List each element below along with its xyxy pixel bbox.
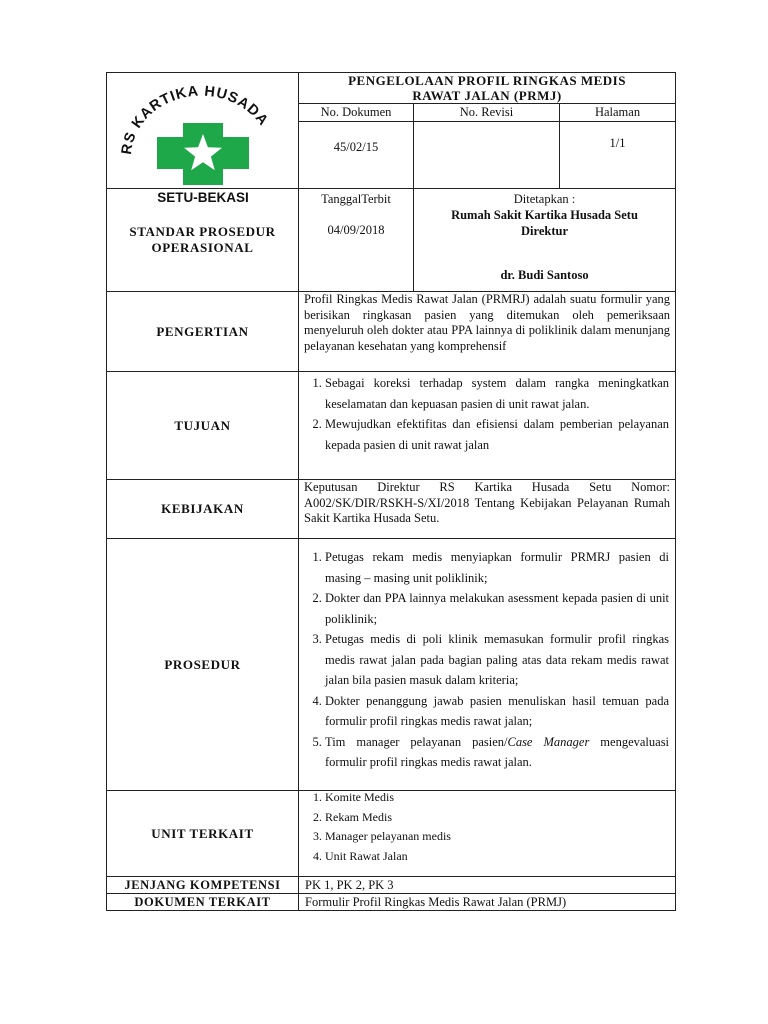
hospital-logo	[111, 81, 291, 211]
logo-arc-text: RS KARTIKA HUSADA	[118, 83, 272, 156]
prosedur-item	[325, 732, 669, 773]
prosedur-item5-post: mengevaluasi formulir profil ringkas medis rawat jalan.	[325, 734, 670, 769]
hospital-name: Rumah Sakit Kartika Husada Setu	[451, 208, 638, 222]
document-title-line2: RAWAT JALAN (PRMJ)	[412, 88, 562, 103]
unit-terkait-item: 3. Manager pelayanan medis	[325, 827, 675, 847]
rev-no-value	[414, 122, 560, 189]
pengertian-cell	[299, 292, 676, 372]
jenjang-value: PK 1, PK 2, PK 3	[299, 877, 676, 894]
unit-terkait-cell	[299, 791, 676, 877]
sop-label-line1: STANDAR PROSEDUR	[129, 224, 276, 239]
document-title	[299, 73, 676, 104]
sop-document-table	[106, 72, 676, 911]
document-title-line1: PENGELOLAAN PROFIL RINGKAS MEDIS	[348, 73, 626, 88]
rev-no-label: No. Revisi	[414, 104, 560, 122]
tujuan-label: TUJUAN	[107, 372, 299, 480]
doc-no-label: No. Dokumen	[299, 104, 414, 122]
unit-terkait-label: UNIT TERKAIT	[107, 791, 299, 877]
issued-date: 04/09/2018	[327, 223, 385, 237]
director-position: Direktur	[521, 224, 569, 238]
tujuan-cell	[299, 372, 676, 480]
pengertian-text: Profil Ringkas Medis Rawat Jalan (PRMRJ) adalah suatu formulir yang berisikan ringkasan pasien yang ditemukan oleh pemeriksaan menyeluruh oleh dokter atau PPA lainnya di poliklinik dalam menunjang pelayanan kesehatan yang komprehensif	[304, 292, 671, 353]
logo-location: SETU-BEKASI	[157, 190, 249, 205]
unit-terkait-item: 1. Komite Medis	[325, 788, 675, 808]
prosedur-item5-em: Case Manager	[507, 734, 590, 749]
prosedur-item: 1. Petugas rekam medis menyiapkan formulir PRMRJ pasien di masing – masing unit poliklinik;	[325, 547, 669, 588]
pengertian-label: PENGERTIAN	[107, 292, 299, 372]
tujuan-item: 1. Sebagai koreksi terhadap system dalam rangka meningkatkan keselamatan dan kepuasan pasien di unit rawat jalan.	[325, 373, 669, 414]
prosedur-item: 4. Dokter penanggung jawab pasien menuliskan hasil temuan pada formulir profil ringkas medis rawat jalan;	[325, 691, 669, 732]
ditetapkan-cell	[414, 189, 676, 292]
jenjang-label: JENJANG KOMPETENSI	[107, 877, 299, 894]
kebijakan-text: Keputusan Direktur RS Kartika Husada Setu Nomor: A002/SK/DIR/RSKH-S/XI/2018 Tentang Kebijakan Pelayanan Rumah Sakit Kartika Husada Setu.	[304, 480, 671, 525]
prosedur-item: 2. Dokter dan PPA lainnya melakukan asessment kepada pasien di unit poliklinik;	[325, 588, 669, 629]
prosedur-item: 3. Petugas medis di poli klinik memasukan formulir profil ringkas medis rawat jalan pada bagian paling atas data rekam medis rawat jalan bila pasien masuk dalam kriteria;	[325, 629, 669, 691]
issued-label: TanggalTerbit	[321, 192, 391, 206]
issued-cell	[299, 189, 414, 292]
page-label: Halaman	[560, 104, 676, 122]
page-value: 1/1	[560, 122, 676, 189]
ditetapkan-label: Ditetapkan :	[513, 192, 576, 206]
tujuan-item: 2. Mewujudkan efektifitas dan efisiensi dalam pemberian pelayanan kepada pasien di unit rawat jalan	[325, 414, 669, 455]
kebijakan-label: KEBIJAKAN	[107, 480, 299, 539]
dokumen-terkait-label: DOKUMEN TERKAIT	[107, 894, 299, 911]
director-name: dr. Budi Santoso	[500, 268, 589, 282]
sop-label-line2: OPERASIONAL	[151, 240, 254, 255]
unit-terkait-item: 2. Rekam Medis	[325, 808, 675, 828]
doc-no-value: 45/02/15	[299, 122, 414, 189]
logo-cell	[107, 73, 299, 205]
prosedur-label: PROSEDUR	[107, 539, 299, 791]
prosedur-cell	[299, 539, 676, 791]
dokumen-terkait-value: Formulir Profil Ringkas Medis Rawat Jalan (PRMJ)	[299, 894, 676, 911]
kebijakan-cell	[299, 480, 676, 539]
prosedur-item5-pre: Tim manager pelayanan pasien/	[325, 734, 508, 749]
unit-terkait-item: 4. Unit Rawat Jalan	[325, 847, 675, 867]
